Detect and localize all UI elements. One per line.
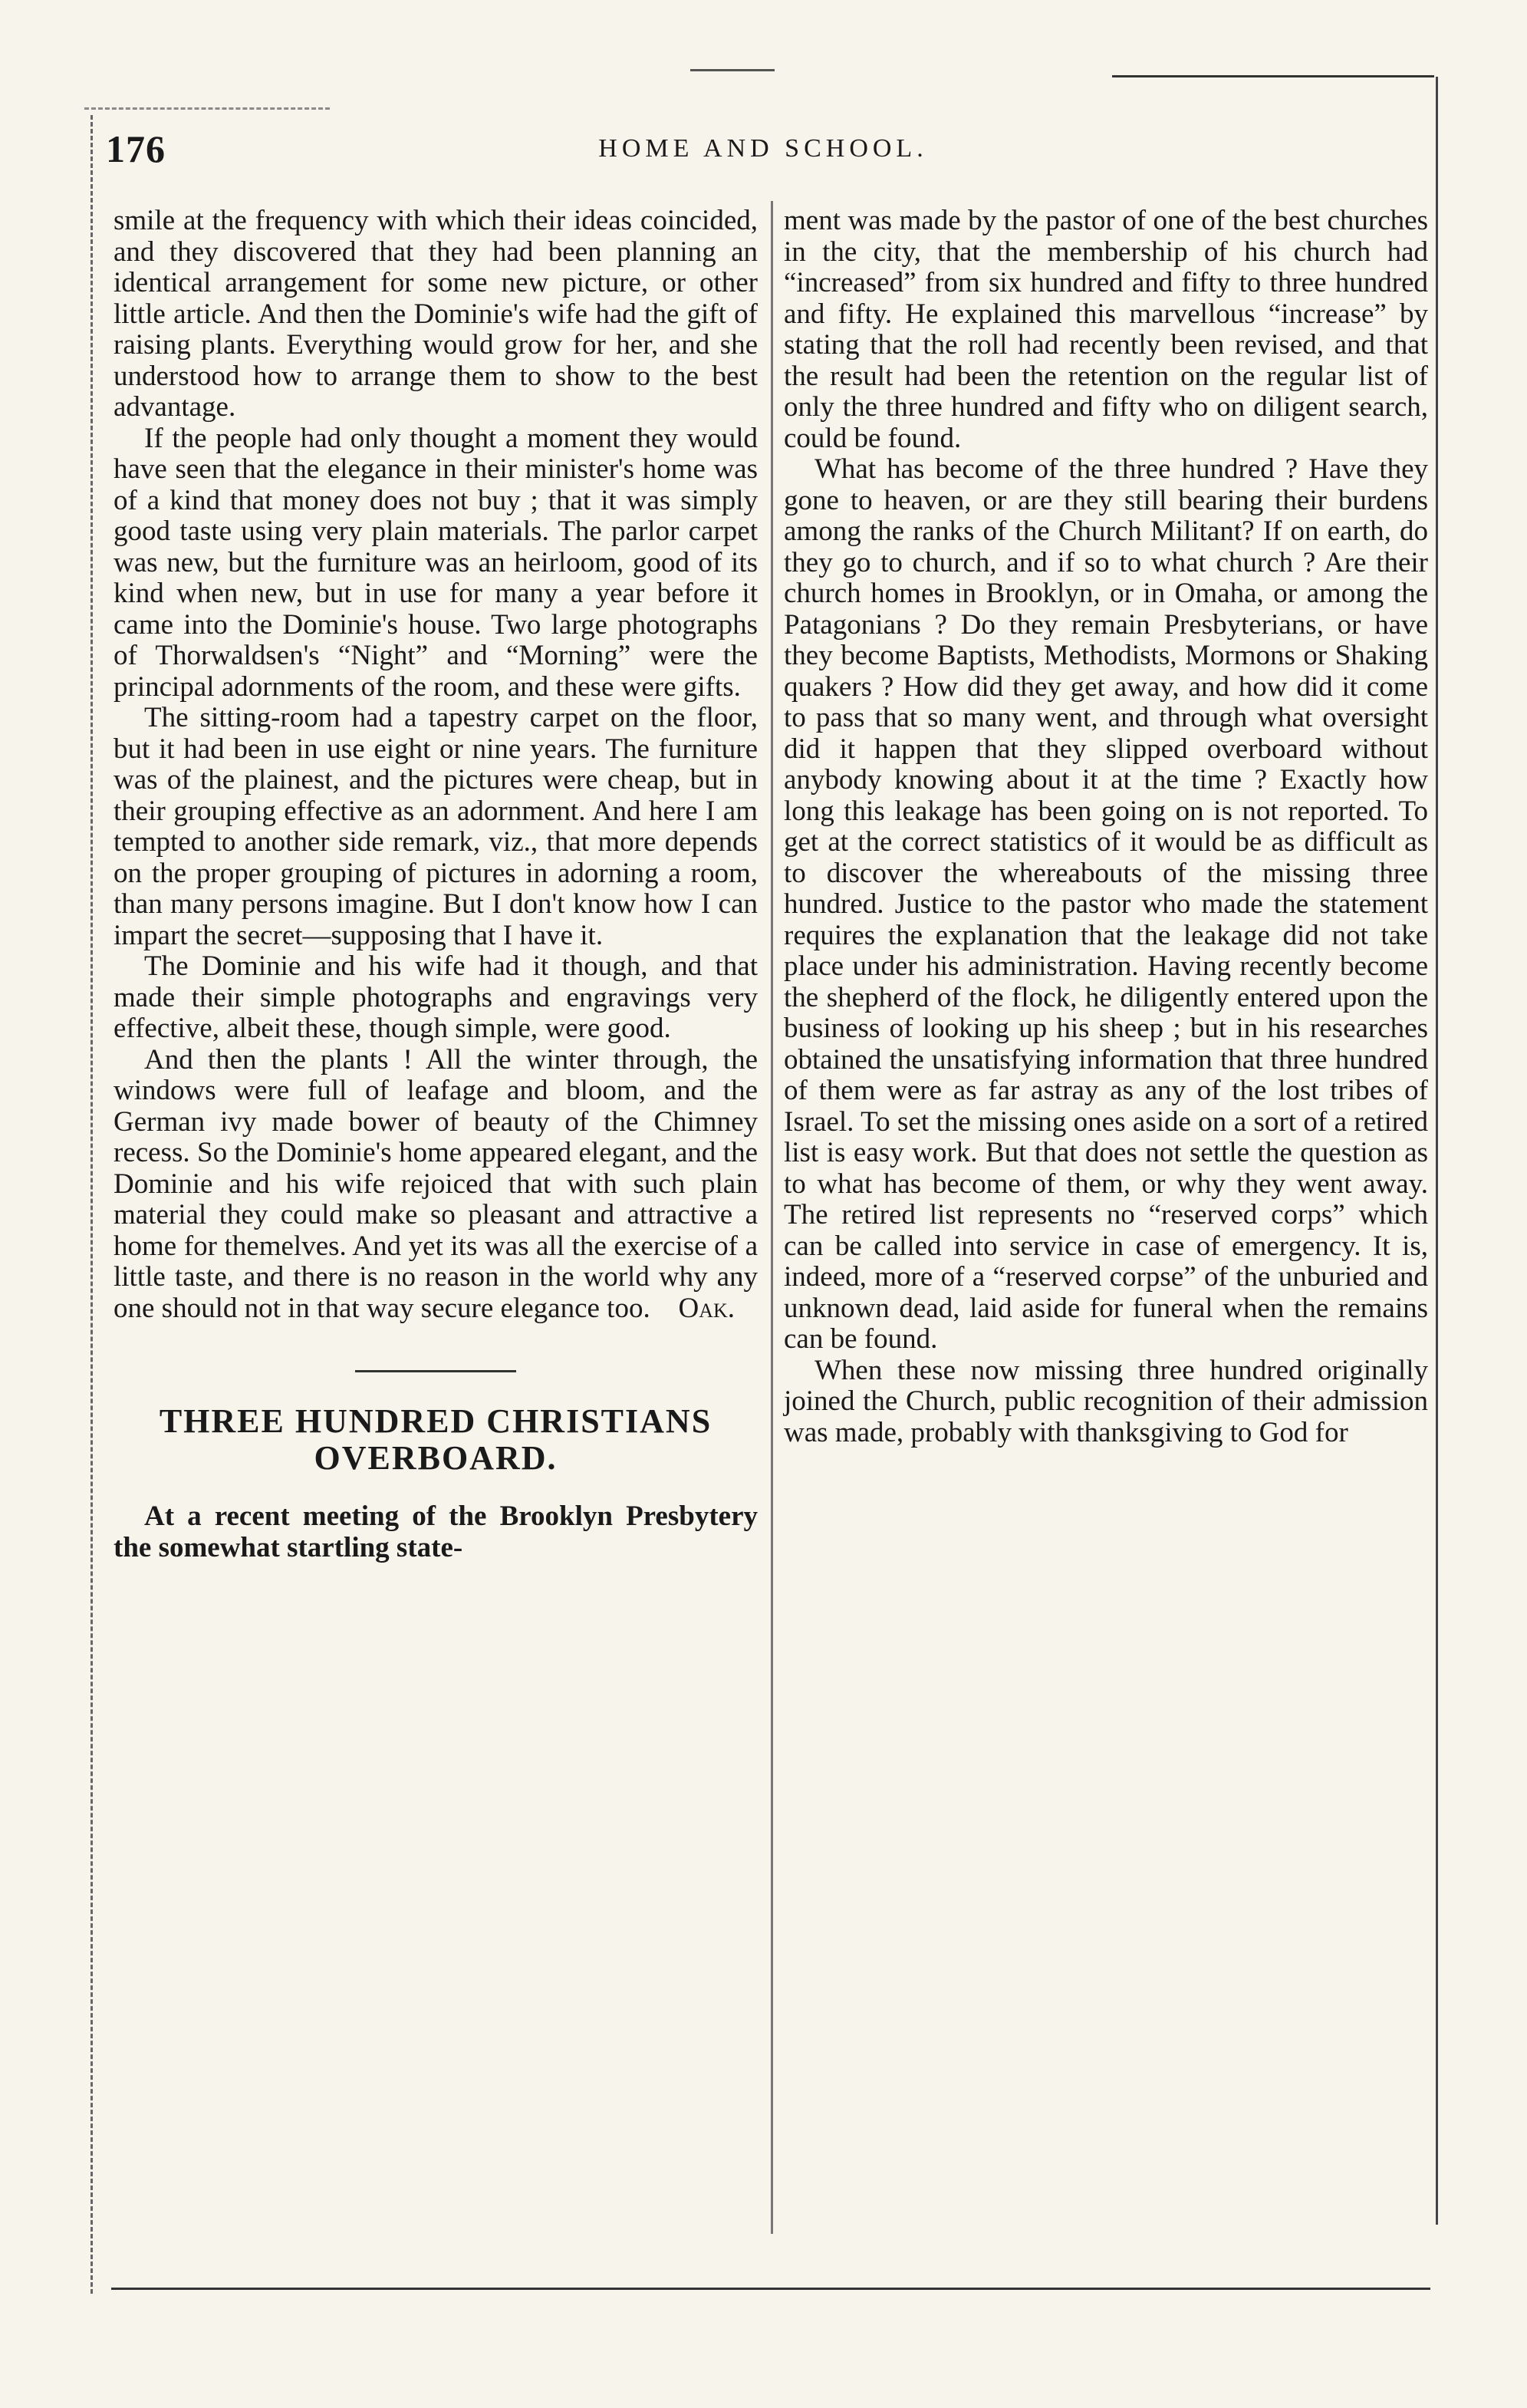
section-divider: [355, 1370, 516, 1372]
article-heading: THREE HUNDRED CHRISTIANS OVERBOARD.: [159, 1402, 712, 1477]
paragraph: smile at the frequency with which their ideas coincided, and they discovered that they had been planning an identical arrangement for some new picture, or other little article. And then the Dominie's wife had the gift of raising plants. Everything would grow for her, and she understood how to arrange them to show to the best advantage.: [114, 205, 758, 423]
bottom-frame-rule: [111, 2288, 1430, 2290]
author-signature: Oak.: [678, 1293, 735, 1324]
paragraph: ment was made by the pastor of one of the best churches in the city, that the membership of his church had “increased” from six hundred and fifty to three hundred and fifty. He explained this marvellous “increase” by stating that the roll had recently been revised, and that the result had been the retention on the regular list of only the three hundred and fifty who on diligent search, could be found.: [784, 205, 1428, 454]
page-number: 176: [106, 127, 166, 170]
right-column: [784, 206, 1428, 1448]
paragraph: What has become of the three hundred ? Have they gone to heaven, or are they still bearing their burdens among the ranks of the Church Militant? If on earth, do they go to church, and if so to what church ? Are their church homes in Brooklyn, or in Omaha, or among the Patagonians ? Do they remain Presbyterians, or have they become Baptists, Methodists, Mormons or Shaking quakers ? How did they get away, and how did it come to pass that so many went, and through what oversight did it happen that they slipped overboard without anybody knowing about it at the time ? Exactly how long this leakage has been going on is not reported. To get at the correct statistics of it would be as difficult as to discover the whereabouts of the missing three hundred. Justice to the pastor who made the statement requires the explanation that the leakage did not take place under his administration. Having recently become the shepherd of the flock, he diligently entered upon the business of looking up his sheep ; but in his researches obtained the unsatisfying information that three hundred of them were as far astray as any of the lost tribes of Israel. To set the missing ones aside on a sort of a retired list is easy work. But that does not settle the question as to what has become of them, or why they went away. The retired list represents no “reserved corps” which can be called into service in case of emergency. It is, indeed, more of a “reserved corpse” of the unburied and unknown dead, laid aside for funeral when the remains can be found.: [784, 453, 1428, 1355]
right-frame-rule: [1436, 77, 1438, 2225]
top-right-rule: [1112, 75, 1434, 77]
paragraph: If the people had only thought a moment they would have seen that the elegance in their minister's home was of a kind that money does not buy ; that it was simply good taste using very plain materials. The parlor carpet was new, but the furniture was an heirloom, good of its kind when new, but in use for many a year before it came into the Dominie's house. Two large photographs of Thorwaldsen's “Night” and “Morning” were the principal adornments of the room, and these were gifts.: [114, 422, 758, 703]
page-header: [92, 127, 1434, 180]
article-lead: At a recent meeting of the Brooklyn Presbytery the somewhat startling state-: [114, 1500, 758, 1563]
paragraph: The sitting-room had a tapestry carpet on the floor, but it had been in use eight or nine years. The furniture was of the plainest, and the pictures were cheap, but in their grouping effective as an adornment. And here I am tempted to another side remark, viz., that more depends on the proper grouping of pictures in adorning a room, than many persons imagine. But I don't know how I can impart the secret—supposing that I have it.: [114, 702, 758, 951]
column-rule: [771, 201, 773, 2234]
paragraph: And then the plants ! All the winter through, the windows were full of leafage and bloom, and the German ivy made bower of beauty of the Chimney recess. So the Dominie's home appeared elegant, and the Dominie and his wife rejoiced that with such plain material they could make so pleasant and attractive a home for themelves. And yet its was all the exercise of a little taste, and there is no reason in the world why any one should not in that way secure elegance too.: [114, 1043, 758, 1324]
left-column: [114, 206, 758, 1563]
left-frame-rule: [91, 115, 93, 2294]
paragraph: When these now missing three hundred originally joined the Church, public recognition of their admission was made, probably with thanksgiving to God for: [784, 1354, 1428, 1448]
top-dashed-rule: [84, 107, 330, 110]
running-title: HOME AND SCHOOL.: [598, 134, 928, 163]
paragraph: The Dominie and his wife had it though, and that made their simple photographs and engravings very effective, albeit these, though simple, were good.: [114, 950, 758, 1044]
top-center-rule: [690, 69, 775, 71]
